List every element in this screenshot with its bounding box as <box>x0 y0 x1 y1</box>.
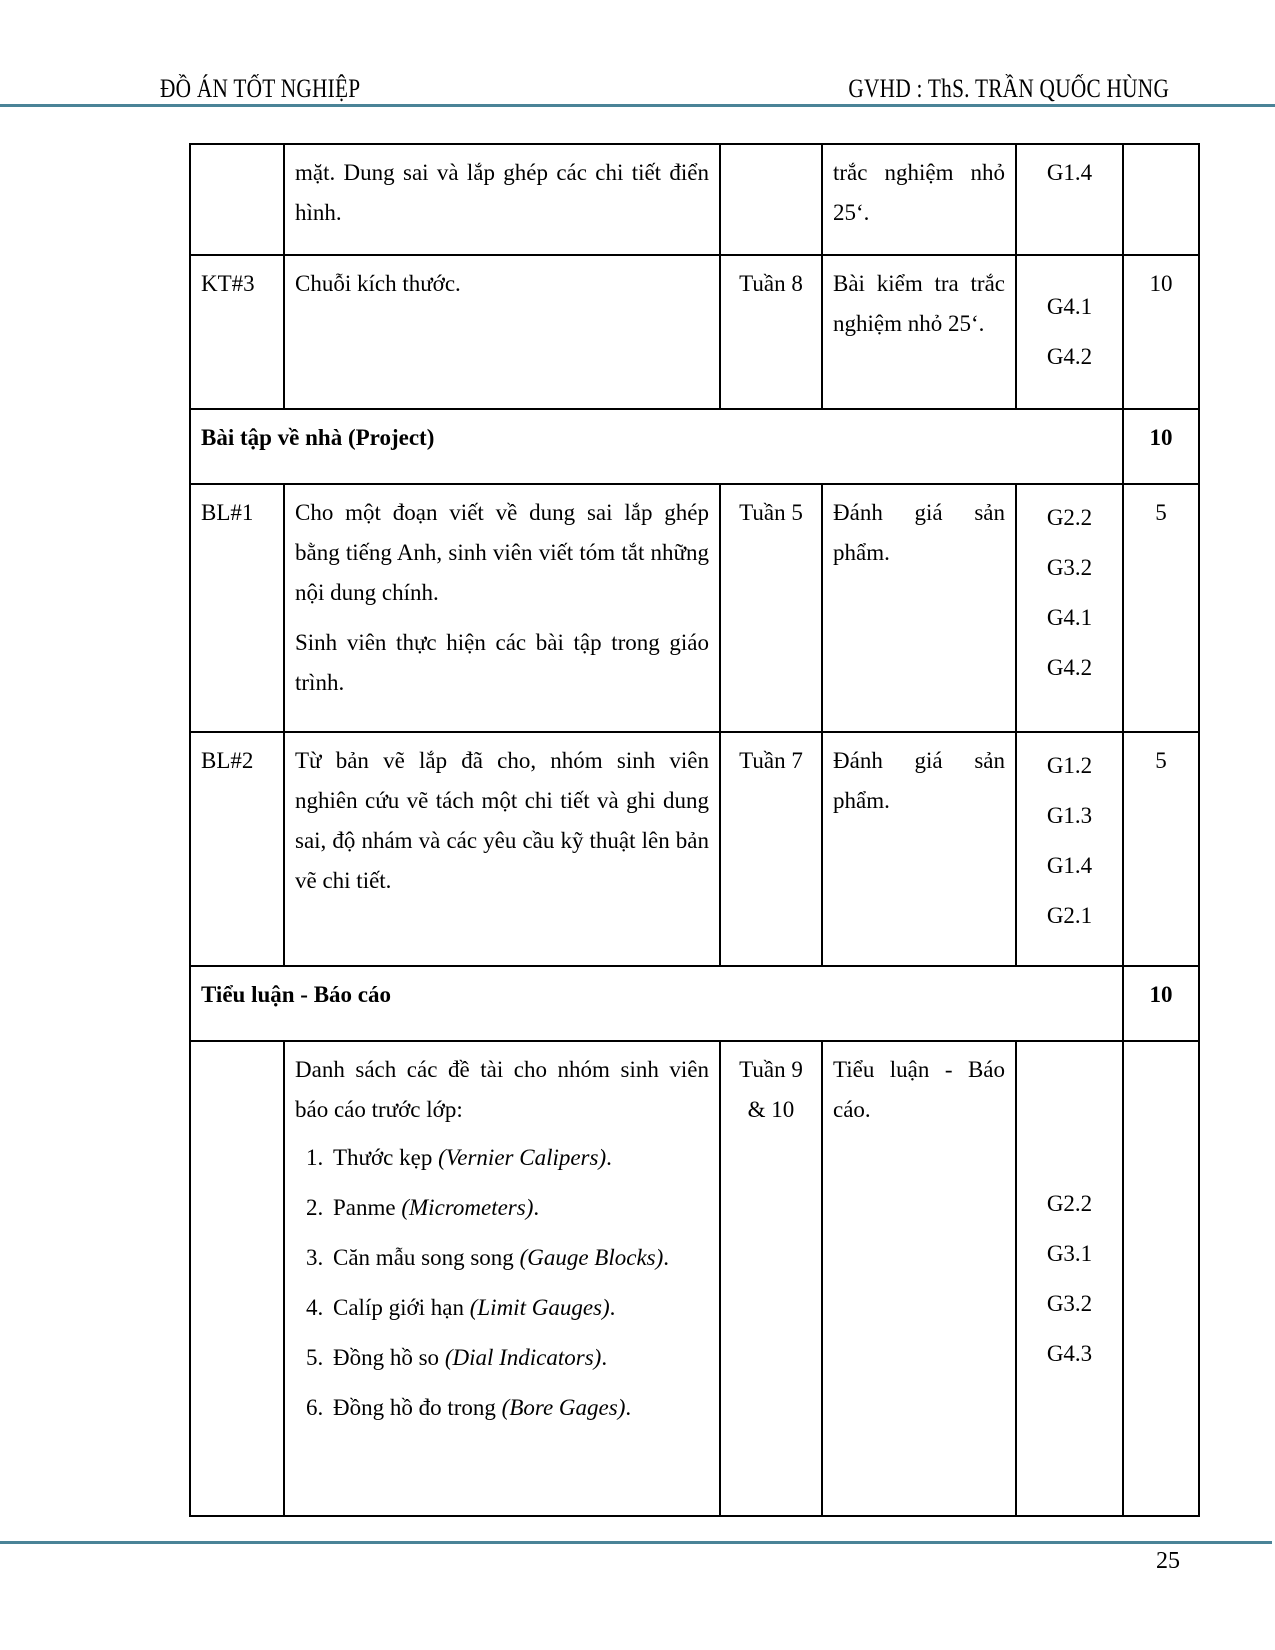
topic-item: 2. Panme (Micrometers). <box>329 1188 709 1228</box>
topic-item: 3. Căn mẫu song song (Gauge Blocks). <box>329 1238 709 1278</box>
cell-description <box>284 255 720 409</box>
table-row <box>190 732 1199 966</box>
table-row <box>190 484 1199 732</box>
section-title: Tiểu luận - Báo cáo <box>190 966 1123 1041</box>
description-text: Chuỗi kích thước. <box>295 271 461 296</box>
section-row <box>190 966 1199 1041</box>
cell-code <box>190 1041 284 1516</box>
section-weight: 10 <box>1123 966 1199 1041</box>
topic-item: 4. Calíp giới hạn (Limit Gauges). <box>329 1288 709 1328</box>
description-text: Từ bản vẽ lắp đã cho, nhóm sinh viên nghiên cứu vẽ tách một chi tiết và ghi dung sai, độ nhám và các yêu cầu kỹ thuật lên bản vẽ chi tiết. <box>295 748 709 893</box>
cell-code <box>190 144 284 255</box>
cell-code: BL#2 <box>190 732 284 966</box>
topic-list <box>295 1138 709 1428</box>
cell-weight <box>1123 1041 1199 1516</box>
cell-weight: 10 <box>1123 255 1199 409</box>
cell-goals <box>1016 255 1123 409</box>
description-text: mặt. Dung sai và lắp ghép các chi tiết điển hình. <box>295 160 709 225</box>
cell-weight <box>1123 144 1199 255</box>
cell-code: BL#1 <box>190 484 284 732</box>
cell-goals <box>1016 144 1123 255</box>
table-row <box>190 144 1199 255</box>
cell-description <box>284 144 720 255</box>
goal-code: G3.2 <box>1046 555 1093 580</box>
goal-code: G3.2 <box>1046 1290 1093 1316</box>
goal-code: G2.2 <box>1046 505 1093 530</box>
description-text: Cho một đoạn viết về dung sai lắp ghép bằng tiếng Anh, sinh viên viết tóm tắt những nội dung chính. <box>295 500 709 605</box>
assessment-table <box>189 143 1200 1517</box>
goal-code: G4.1 <box>1046 294 1093 319</box>
header-advisor: GVHD : ThS. TRẦN QUỐC HÙNG <box>848 74 1169 103</box>
cell-method: Đánh giá sản phẩm. <box>822 484 1016 732</box>
topic-item: 5. Đồng hồ so (Dial Indicators). <box>329 1338 709 1378</box>
cell-method: Bài kiểm tra trắc nghiệm nhỏ 25‘. <box>822 255 1016 409</box>
cell-weight: 5 <box>1123 732 1199 966</box>
header-document-title: ĐỒ ÁN TỐT NGHIỆP <box>160 74 361 103</box>
description-text: Danh sách các đề tài cho nhóm sinh viên báo cáo trước lớp: <box>295 1057 709 1122</box>
goal-code: G1.2 <box>1046 753 1093 778</box>
header-rule <box>0 104 1275 107</box>
description-text: Sinh viên thực hiện các bài tập trong giáo trình. <box>295 630 709 695</box>
section-title: Bài tập về nhà (Project) <box>190 409 1123 484</box>
section-weight: 10 <box>1123 409 1199 484</box>
cell-week: Tuần 9 & 10 <box>720 1041 822 1516</box>
goal-code: G2.2 <box>1046 1190 1093 1216</box>
goal-code: G4.2 <box>1046 655 1093 680</box>
cell-description <box>284 732 720 966</box>
cell-goals <box>1016 732 1123 966</box>
goal-code: G2.1 <box>1046 903 1093 928</box>
cell-weight: 5 <box>1123 484 1199 732</box>
section-row <box>190 409 1199 484</box>
cell-description <box>284 484 720 732</box>
cell-method: trắc nghiệm nhỏ 25‘. <box>822 144 1016 255</box>
cell-week: Tuần 7 <box>720 732 822 966</box>
table-row <box>190 255 1199 409</box>
cell-method: Tiểu luận - Báo cáo. <box>822 1041 1016 1516</box>
table-row <box>190 1041 1199 1516</box>
goal-code: G4.1 <box>1046 605 1093 630</box>
cell-week <box>720 144 822 255</box>
goal-code: G4.3 <box>1046 1340 1093 1366</box>
goal-code: G1.4 <box>1046 160 1093 185</box>
cell-code: KT#3 <box>190 255 284 409</box>
cell-goals <box>1016 1041 1123 1516</box>
goal-code: G1.3 <box>1046 803 1093 828</box>
goal-code: G4.2 <box>1046 344 1093 369</box>
topic-item: 6. Đồng hồ đo trong (Bore Gages). <box>329 1388 709 1428</box>
page-number: 25 <box>1156 1548 1180 1574</box>
cell-week: Tuần 5 <box>720 484 822 732</box>
topic-item: 1. Thước kẹp (Vernier Calipers). <box>329 1138 709 1178</box>
goal-code: G1.4 <box>1046 853 1093 878</box>
footer-rule <box>0 1541 1272 1544</box>
cell-method: Đánh giá sản phẩm. <box>822 732 1016 966</box>
goal-code: G3.1 <box>1046 1240 1093 1266</box>
cell-description <box>284 1041 720 1516</box>
cell-goals <box>1016 484 1123 732</box>
cell-week: Tuần 8 <box>720 255 822 409</box>
